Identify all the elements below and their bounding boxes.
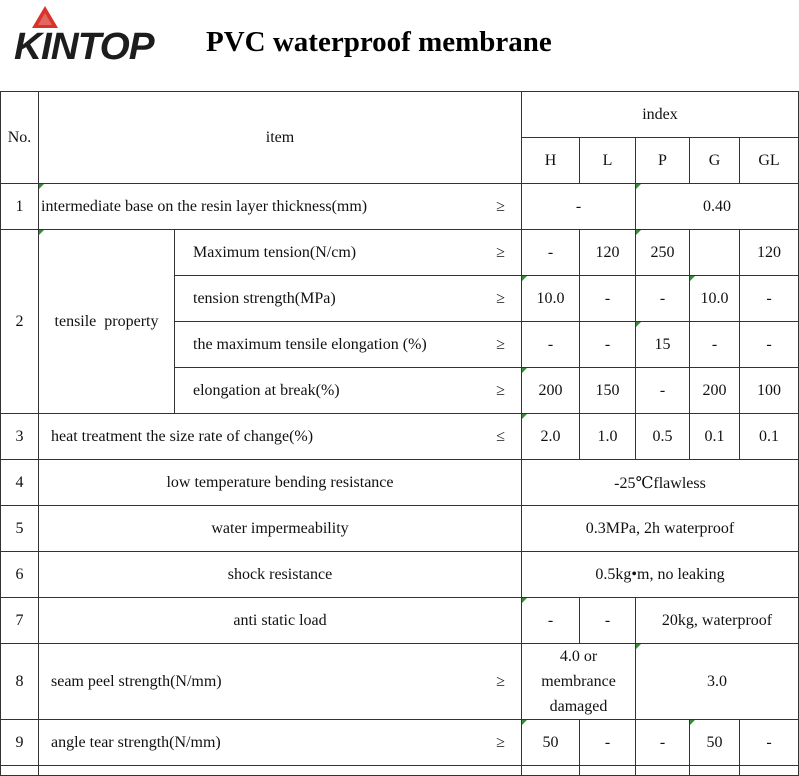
row-number: 2 (1, 230, 39, 414)
value-cell: - (522, 322, 580, 368)
operator: ≥ (496, 672, 505, 690)
value-cell: 120 (580, 230, 636, 276)
value-cell: 2.0 (522, 414, 580, 460)
row-item (175, 230, 522, 276)
document-header (0, 0, 799, 90)
value-cell: 0.1 (690, 414, 740, 460)
table-row (1, 230, 799, 276)
spec-table (0, 91, 799, 776)
table-header-row (1, 92, 799, 138)
row-item-label: heat treatment the size rate of change(%) (51, 427, 314, 445)
row-item (175, 322, 522, 368)
row-item (39, 184, 522, 230)
operator: ≥ (496, 733, 505, 751)
value-cell: 0.1 (740, 414, 799, 460)
empty-cell (690, 766, 740, 776)
value-cell: - (740, 276, 799, 322)
row-item (39, 644, 522, 720)
row-number: 9 (1, 720, 39, 766)
table-row (1, 598, 799, 644)
operator: ≥ (496, 289, 505, 307)
value-cell: - (580, 720, 636, 766)
value-cell: 0.3MPa, 2h waterproof (522, 506, 799, 552)
row-item (39, 414, 522, 460)
empty-cell (1, 766, 39, 776)
row-item-label: low temperature bending resistance (39, 460, 522, 506)
row-number: 3 (1, 414, 39, 460)
row-number: 7 (1, 598, 39, 644)
table-row (1, 460, 799, 506)
row-item-label: shock resistance (39, 552, 522, 598)
grade-gl: GL (740, 138, 799, 184)
value-cell: 20kg, waterproof (636, 598, 799, 644)
table-row (1, 720, 799, 766)
row-number: 1 (1, 184, 39, 230)
logo-text: KINTOP (14, 26, 154, 68)
table-row (1, 644, 799, 720)
kintop-logo (14, 4, 170, 72)
row-item (175, 276, 522, 322)
empty-cell (636, 766, 690, 776)
value-cell: -25℃flawless (522, 460, 799, 506)
empty-cell (580, 766, 636, 776)
row-item-label: intermediate base on the resin layer thickness(mm) (41, 197, 368, 215)
operator: ≥ (496, 335, 505, 353)
row-item-label: the maximum tensile elongation (%) (193, 335, 427, 353)
value-cell: 4.0 or membrance damaged (522, 644, 636, 720)
row-item-label: anti static load (39, 598, 522, 644)
grade-h: H (522, 138, 580, 184)
value-cell: 0.5 (636, 414, 690, 460)
grade-p: P (636, 138, 690, 184)
operator: ≥ (496, 197, 505, 215)
table-row (1, 414, 799, 460)
row-item (175, 368, 522, 414)
value-cell: 100 (740, 368, 799, 414)
value-cell: 50 (522, 720, 580, 766)
value-cell: 1.0 (580, 414, 636, 460)
value-cell: 3.0 (636, 644, 799, 720)
value-cell: 250 (636, 230, 690, 276)
row-number: 4 (1, 460, 39, 506)
value-cell (690, 230, 740, 276)
table-row (1, 506, 799, 552)
row-item (39, 720, 522, 766)
value-cell: - (740, 720, 799, 766)
value-cell: - (580, 276, 636, 322)
row-item-label: seam peel strength(N/mm) (51, 672, 222, 690)
value-cell: - (522, 598, 580, 644)
grade-g: G (690, 138, 740, 184)
row-item-label: elongation at break(%) (193, 381, 340, 399)
row-number: 5 (1, 506, 39, 552)
row-number: 6 (1, 552, 39, 598)
operator: ≥ (496, 381, 505, 399)
operator: ≥ (496, 243, 505, 261)
row-group-label: tensile property (39, 230, 175, 414)
value-cell: - (580, 322, 636, 368)
value-cell: - (522, 230, 580, 276)
row-number: 8 (1, 644, 39, 720)
table-row (1, 184, 799, 230)
document-title: PVC waterproof membrane (206, 26, 552, 58)
value-cell: 200 (522, 368, 580, 414)
value-cell: - (636, 720, 690, 766)
grade-l: L (580, 138, 636, 184)
value-cell: 10.0 (690, 276, 740, 322)
row-item-label: angle tear strength(N/mm) (51, 733, 221, 751)
row-item-label: water impermeability (39, 506, 522, 552)
header-no: No. (1, 92, 39, 184)
value-cell: 150 (580, 368, 636, 414)
value-cell: 120 (740, 230, 799, 276)
empty-cell (39, 766, 522, 776)
value-cell: 200 (690, 368, 740, 414)
value-cell: 0.40 (636, 184, 799, 230)
value-cell: 10.0 (522, 276, 580, 322)
value-cell: 50 (690, 720, 740, 766)
value-cell: - (580, 598, 636, 644)
value-cell: - (636, 276, 690, 322)
table-row (1, 766, 799, 776)
header-item: item (39, 92, 522, 184)
row-item-label: Maximum tension(N/cm) (193, 243, 357, 261)
value-cell: 0.5kg•m, no leaking (522, 552, 799, 598)
empty-cell (740, 766, 799, 776)
value-cell: - (690, 322, 740, 368)
operator: ≤ (496, 427, 505, 445)
row-item-label: tension strength(MPa) (193, 289, 336, 307)
value-cell: - (636, 368, 690, 414)
header-index: index (522, 92, 799, 138)
table-row (1, 552, 799, 598)
empty-cell (522, 766, 580, 776)
value-cell: - (740, 322, 799, 368)
value-cell: - (522, 184, 636, 230)
value-cell: 15 (636, 322, 690, 368)
